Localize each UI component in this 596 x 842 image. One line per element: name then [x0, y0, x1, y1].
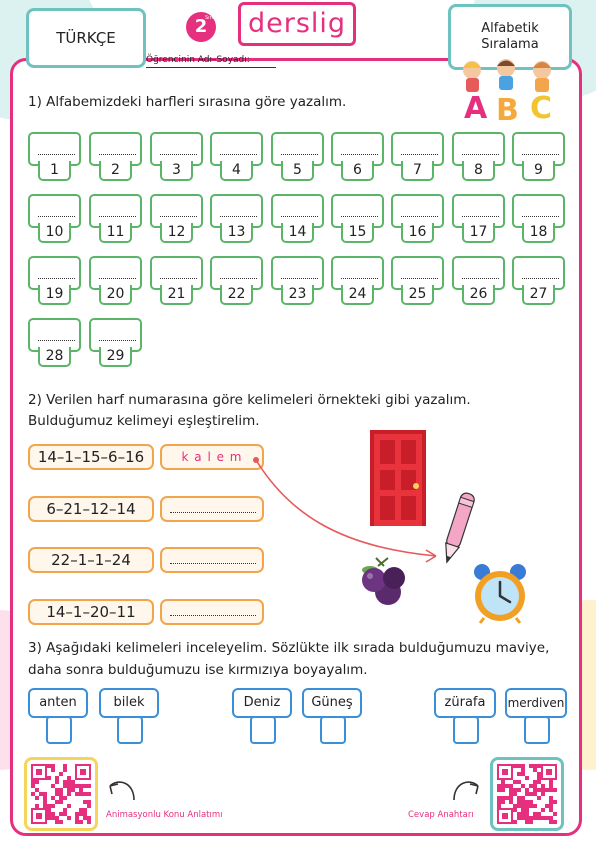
color-box-bilek[interactable]	[117, 716, 143, 744]
letter-number-tab: 5	[281, 161, 314, 181]
letter-cell[interactable]	[452, 256, 505, 302]
letter-dotted-line	[160, 278, 197, 279]
brand-logo: derslig	[247, 8, 347, 39]
letter-cell[interactable]	[271, 194, 324, 240]
letter-dotted-line	[160, 216, 197, 217]
brand-box	[238, 2, 356, 46]
letter-cell[interactable]	[28, 194, 81, 240]
color-box-gunes[interactable]	[320, 716, 346, 744]
grade-suffix: Sınıf	[205, 15, 216, 21]
answer-example: k a l e m	[181, 450, 243, 464]
abc-letter-c: C	[530, 91, 553, 126]
letter-cell[interactable]	[512, 194, 565, 240]
letter-cell[interactable]	[512, 256, 565, 302]
question-2-line-1: 2) Verilen harf numarasına göre kelimeleri örnekteki gibi yazalım.	[28, 392, 471, 408]
letter-cell[interactable]	[150, 132, 203, 178]
letter-dotted-line	[99, 154, 136, 155]
letter-cell[interactable]	[210, 256, 263, 302]
letter-number-tab: 3	[160, 161, 193, 181]
letter-dotted-line	[462, 154, 499, 155]
letter-cell[interactable]	[210, 194, 263, 240]
letter-number-tab: 17	[462, 223, 495, 243]
grade-badge	[186, 12, 216, 42]
letter-dotted-line	[38, 278, 75, 279]
letter-dotted-line	[401, 154, 438, 155]
letter-dotted-line	[341, 216, 378, 217]
door-icon	[370, 430, 426, 526]
subject-box	[26, 8, 146, 68]
letter-dotted-line	[281, 216, 318, 217]
letter-number-tab: 1	[38, 161, 71, 181]
curved-arrow-right-icon	[450, 774, 484, 804]
question-3-line-1: 3) Aşağıdaki kelimeleri inceleyelim. Sözlükte ilk sırada bulduğumuzu maviye,	[28, 640, 550, 656]
student-name-line[interactable]	[146, 67, 276, 68]
qr-code-right[interactable]	[497, 764, 557, 824]
letter-dotted-line	[38, 154, 75, 155]
kids-abc-illustration	[454, 56, 564, 126]
qr-code-left[interactable]	[31, 764, 91, 824]
letter-number-tab: 14	[281, 223, 314, 243]
letter-cell[interactable]	[150, 256, 203, 302]
letter-number-tab: 16	[401, 223, 434, 243]
letter-number-tab: 26	[462, 285, 495, 305]
word-bilek: bilek	[99, 688, 159, 718]
letter-dotted-line	[160, 154, 197, 155]
topic-line-1: Alfabetik	[481, 21, 539, 36]
word-merdiven: merdiven	[505, 688, 567, 718]
letter-dotted-line	[38, 340, 75, 341]
word-gunes: Güneş	[302, 688, 362, 718]
letter-cell[interactable]	[452, 194, 505, 240]
letter-cell[interactable]	[452, 132, 505, 178]
letter-dotted-line	[401, 278, 438, 279]
letter-cell[interactable]	[331, 256, 384, 302]
alarm-clock-icon	[470, 562, 530, 624]
subject-label: TÜRKÇE	[56, 29, 116, 47]
letter-cell[interactable]	[331, 194, 384, 240]
word-anten: anten	[28, 688, 88, 718]
letter-dotted-line	[38, 216, 75, 217]
letter-number-tab: 29	[99, 347, 132, 367]
word-deniz: Deniz	[232, 688, 292, 718]
letter-dotted-line	[462, 278, 499, 279]
question-1-text: 1) Alfabemizdeki harfleri sırasına göre yazalım.	[28, 94, 347, 110]
letter-cell[interactable]	[150, 194, 203, 240]
letter-cell[interactable]	[391, 132, 444, 178]
animated-lesson-label[interactable]: Animasyonlu Konu Anlatımı	[106, 810, 223, 820]
letter-number-tab: 7	[401, 161, 434, 181]
letter-number-tab: 13	[220, 223, 253, 243]
code-box: 14–1–20–11	[28, 599, 154, 625]
color-box-zurafa[interactable]	[453, 716, 479, 744]
letter-cell[interactable]	[28, 132, 81, 178]
letter-number-tab: 9	[522, 161, 555, 181]
letter-number-tab: 23	[281, 285, 314, 305]
student-name-label: Öğrencinin Adı–Soyadı:	[146, 55, 250, 65]
letter-cell[interactable]	[391, 256, 444, 302]
letter-number-tab: 15	[341, 223, 374, 243]
letter-number-tab: 28	[38, 347, 71, 367]
letter-dotted-line	[99, 278, 136, 279]
answer-box[interactable]	[160, 599, 264, 625]
letter-number-tab: 27	[522, 285, 555, 305]
letter-dotted-line	[341, 154, 378, 155]
question-3-line-2: daha sonra bulduğumuzu ise kırmızıya boyayalım.	[28, 662, 368, 678]
letter-cell[interactable]	[271, 256, 324, 302]
letter-number-tab: 10	[38, 223, 71, 243]
letter-number-tab: 20	[99, 285, 132, 305]
plum-icon	[358, 556, 414, 608]
letter-dotted-line	[522, 154, 559, 155]
letter-number-tab: 11	[99, 223, 132, 243]
letter-cell[interactable]	[89, 256, 142, 302]
grade-number: 2	[194, 16, 208, 37]
code-box: 14–1–15–6–16	[28, 444, 154, 470]
word-zurafa: zürafa	[434, 688, 496, 718]
letter-dotted-line	[220, 278, 257, 279]
letter-number-tab: 2	[99, 161, 132, 181]
code-box: 6–21–12–14	[28, 496, 154, 522]
letter-cell[interactable]	[271, 132, 324, 178]
letter-cell[interactable]	[89, 194, 142, 240]
letter-dotted-line	[220, 216, 257, 217]
letter-cell[interactable]	[89, 132, 142, 178]
letter-dotted-line	[341, 278, 378, 279]
letter-dotted-line	[99, 340, 136, 341]
letter-number-tab: 18	[522, 223, 555, 243]
color-box-deniz[interactable]	[250, 716, 276, 744]
letter-number-tab: 25	[401, 285, 434, 305]
answer-key-label[interactable]: Cevap Anahtarı	[408, 810, 474, 820]
letter-number-tab: 6	[341, 161, 374, 181]
letter-dotted-line	[462, 216, 499, 217]
answer-dotted-line	[170, 512, 256, 513]
abc-letter-b: B	[496, 93, 519, 126]
letter-number-tab: 4	[220, 161, 253, 181]
letter-number-tab: 8	[462, 161, 495, 181]
pen-icon	[438, 488, 478, 568]
letter-dotted-line	[522, 278, 559, 279]
letter-cell[interactable]	[28, 256, 81, 302]
answer-dotted-line	[170, 615, 256, 616]
question-2-line-2: Bulduğumuz kelimeyi eşleştirelim.	[28, 413, 260, 429]
letter-number-tab: 24	[341, 285, 374, 305]
answer-dotted-line	[170, 563, 256, 564]
letter-number-tab: 19	[38, 285, 71, 305]
letter-number-tab: 21	[160, 285, 193, 305]
letter-number-tab: 12	[160, 223, 193, 243]
letter-cell[interactable]	[210, 132, 263, 178]
letter-dotted-line	[401, 216, 438, 217]
code-box: 22–1–1–24	[28, 547, 154, 573]
color-box-merdiven[interactable]	[524, 716, 550, 744]
letter-dotted-line	[99, 216, 136, 217]
letter-number-tab: 22	[220, 285, 253, 305]
letter-dotted-line	[281, 154, 318, 155]
topic-line-2: Sıralama	[481, 37, 539, 52]
letter-dotted-line	[220, 154, 257, 155]
letter-dotted-line	[522, 216, 559, 217]
curved-arrow-left-icon	[104, 774, 138, 804]
color-box-anten[interactable]	[46, 716, 72, 744]
letter-cell[interactable]	[331, 132, 384, 178]
letter-cell[interactable]	[391, 194, 444, 240]
letter-cell[interactable]	[512, 132, 565, 178]
letter-cell[interactable]	[28, 318, 81, 364]
letter-dotted-line	[281, 278, 318, 279]
letter-cell[interactable]	[89, 318, 142, 364]
abc-letter-a: A	[464, 91, 488, 126]
